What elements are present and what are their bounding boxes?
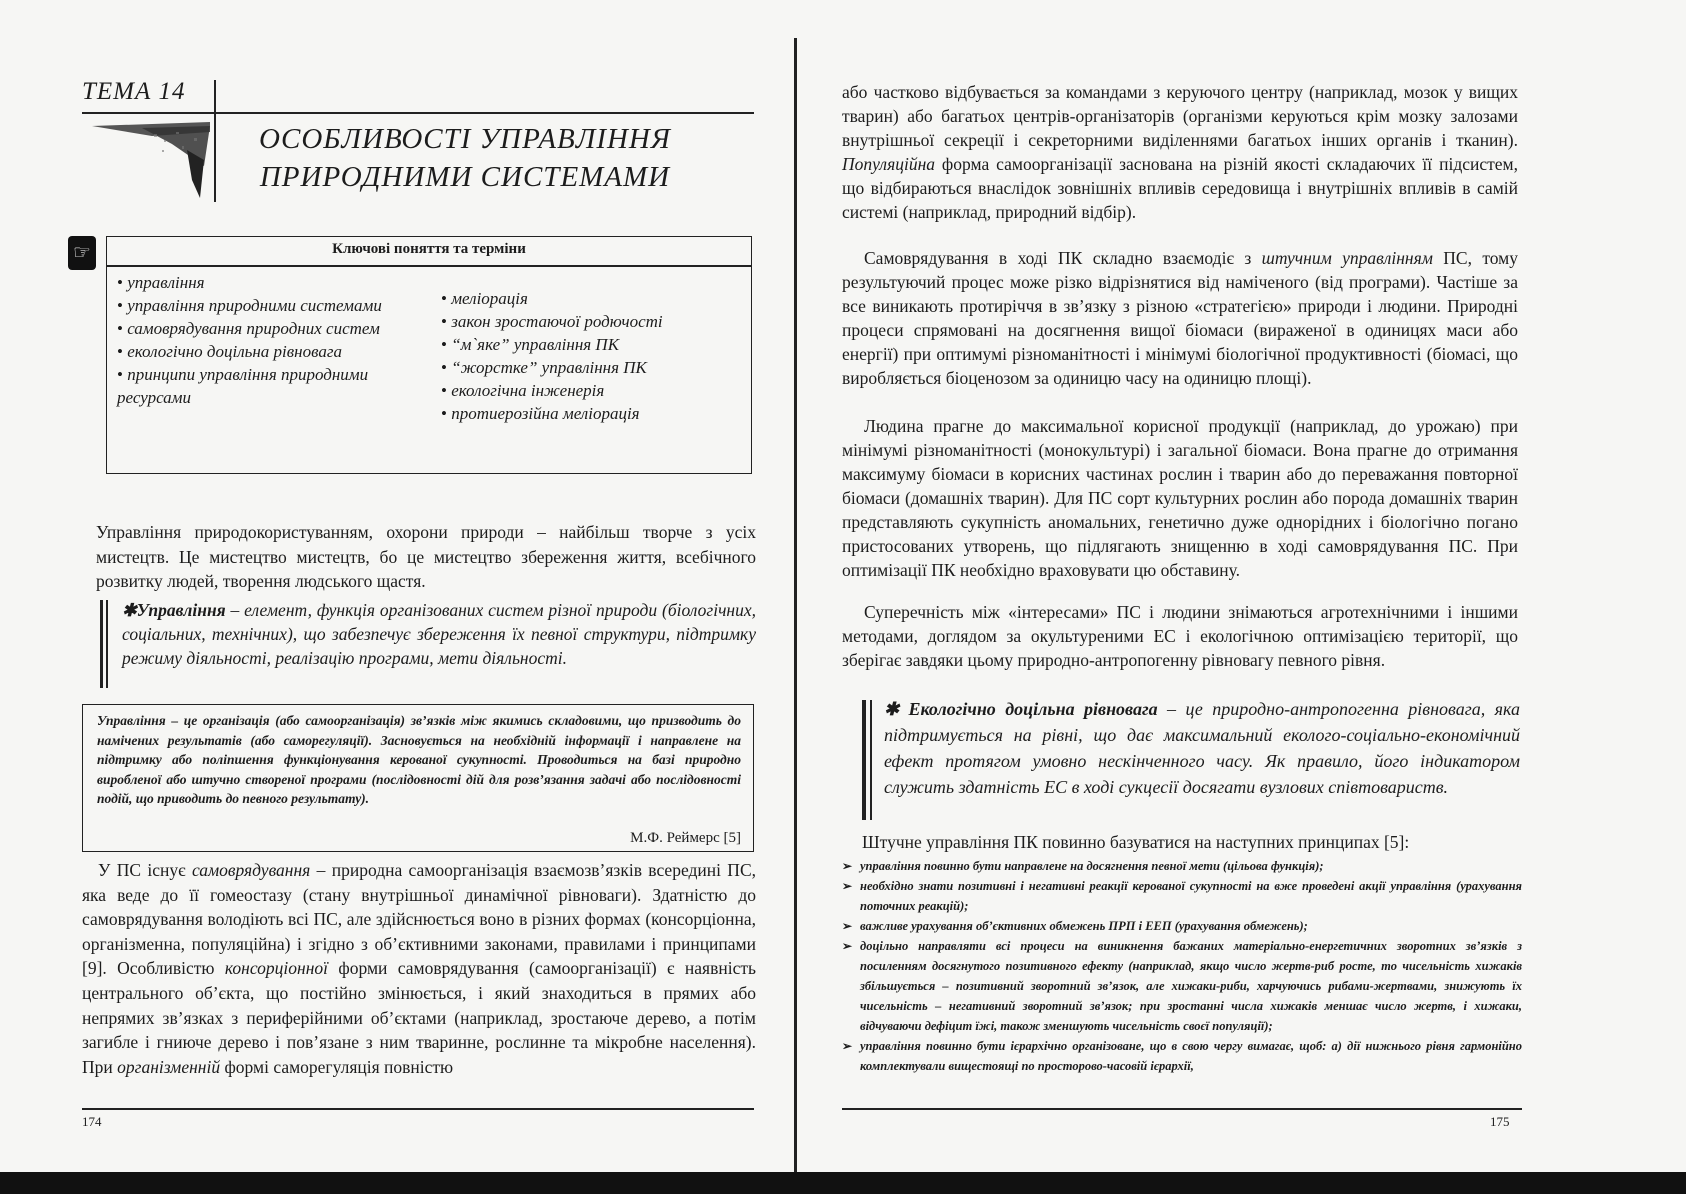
principle-item: ➢ важливе урахування об’єктивних обмежень ПРП і ЕЕП (урахування обмежень);	[842, 916, 1522, 936]
key-terms-column-1	[117, 271, 407, 409]
definition-body: – це природно-антропогенна рівновага, яка підтримується на рівні, що дає максимальний еколого-соціально-економічний ефект протягом умовно нескінченного часу. Як правило, його індикатором служить здатність ЕС в ході сукцесії досягати вузлових співтовариств.	[884, 699, 1520, 797]
key-term: • управління	[117, 271, 407, 294]
key-terms-rule	[107, 265, 751, 267]
definition-term: ✱Управління	[122, 600, 226, 620]
definition-bar	[870, 700, 872, 820]
quote-author: М.Ф. Реймерс [5]	[630, 830, 741, 846]
key-term: • управління природними системами	[117, 294, 407, 317]
emphasis: самоврядування	[191, 860, 311, 880]
key-terms-column-2	[441, 287, 741, 425]
text-run: формі саморегуляція повністю	[220, 1056, 454, 1077]
definition-bar	[106, 600, 108, 688]
key-term: • “м`яке” управління ПК	[441, 333, 741, 356]
paragraph: Людина прагне до максимальної корисної продукції (наприклад, до урожаю) при мінімумі різноманітності (монокультурі) і загальної біомаси. Вона прагне до отримання максимуму біомаси в корисних частинах рослин і тварин або до переважання повторної біомаси (домашніх тварин). Для ПС сорт культурних рослин або порода домашніх тварин представляють сукупність аномальних, генетично дуже однорідних і біологічно погано пристосованих утворень, що підлягають знищенню в ході самоврядування ПС. При оптимізації ПК необхідно враховувати цю обставину.	[842, 416, 1518, 580]
key-terms-box	[106, 236, 752, 474]
key-term: • меліорація	[441, 287, 741, 310]
definition-bar	[100, 600, 103, 688]
definition-text	[122, 598, 756, 670]
emphasis: штучним управлінням	[1261, 248, 1433, 268]
text-run: ПС, тому результуючий процес може різко відрізнятися від наміченого (від програми). Частіше за все виникають протиріччя в зв’язку з різною «стратегією» природи і людини. Природні процеси спрямовані на досягнення вищої біомаси (вираженої в одиницях маси або енергії) при оптимумі різноманітності і мінімумі біологічної продуктивності (біомасі, що виробляється біоценозом за одиницю часу на одиницю площі).	[842, 248, 1519, 388]
paragraph	[842, 80, 1518, 224]
intro-paragraph: Управління природокористуванням, охорони природи – найбільш творче з усіх мистецтв. Це мистецтво мистецтв, бо це мистецтво збереження життя, всебічного розвитку людей, творення людського щастя.	[96, 522, 756, 591]
key-term: • протиерозійна меліорація	[441, 402, 741, 425]
emphasis: консорціонної	[224, 958, 328, 979]
definition-text	[884, 696, 1520, 800]
chapter-title-line-2: ПРИРОДНИМИ СИСТЕМАМИ	[259, 161, 671, 193]
topic-number: ТЕМА 14	[82, 78, 186, 105]
text-run: У ПС існує	[98, 860, 192, 880]
key-terms-title: Ключові поняття та терміни	[332, 241, 526, 257]
footer-rule	[842, 1108, 1522, 1110]
footer-rule	[82, 1108, 754, 1110]
chapter-title	[230, 120, 760, 196]
emphasis: організменній	[117, 1056, 221, 1077]
text-run: форма самоорганізації заснована на різній якості складаючих її підсистем, що відбираються внаслідок зовнішніх впливів середовища і внутрішніх впливів в самій системі (наприклад, природний відбір).	[842, 154, 1518, 222]
right-page	[800, 0, 1686, 1170]
definition-block	[862, 696, 1522, 826]
left-page	[0, 0, 792, 1170]
text-run: – природна самоорганізація взаємозв’язків всередині ПС, яка веде до її гомеостазу (стану внутрішньої динамічної рівноваги). Здатністю до самоврядування володіють всі ПС, але здійснюється воно в різних формах (консорціонна, організменна, популяційна) і згідно з об’єктивними законами, правилами і принципами [9]. Особливістю	[82, 860, 756, 979]
principles-list	[842, 856, 1522, 1076]
definition-bar	[862, 700, 866, 820]
page-number: 174	[82, 1114, 102, 1129]
key-term: • “жорстке” управління ПК	[441, 356, 741, 379]
key-term: • екологічно доцільна рівновага	[117, 340, 407, 363]
pointing-hand-icon: ☞	[68, 236, 96, 270]
definition-block	[100, 598, 756, 690]
emphasis: Популяційна	[842, 154, 935, 174]
definition-body: – елемент, функція організованих систем різної природи (біологічних, соціальних, технічних), що забезпечує збереження їх певної структури, підтримку режиму діяльності, реалізацію програми, мети діяльності.	[122, 600, 756, 668]
key-term: • принципи управління природними ресурсами	[117, 363, 407, 409]
page-number: 175	[1490, 1114, 1510, 1129]
definition-term: ✱ Екологічно доцільна рівновага	[884, 699, 1158, 719]
header-divider	[214, 80, 216, 202]
scan-edge	[0, 1172, 1686, 1194]
key-term: • самоврядування природних систем	[117, 317, 407, 340]
text-run: або частково відбувається за командами з керуючого центру (наприклад, мозок у вищих тварин) або багатьох центрів-організаторів (організми керуються крім мозку залозами внутрішньої секреції і секреторними виділеннями багатьох інших органів і тканин).	[842, 82, 1518, 150]
key-term: • закон зростаючої родючості	[441, 310, 741, 333]
text-run: форми самоврядування (самоорганізації) є наявність центрального об’єкта, що постійно змінюється, і який знаходиться в прямих або непрямих зв’язках з периферійними об’єктами (наприклад, зростаюче дерево, а потім загибле і гниюче дерево і пов’язане з ним тваринне, рослинне та мікробне населення). При	[82, 958, 756, 1077]
principle-item: ➢ доцільно направляти всі процеси на виникнення бажаних матеріально-енергетичних зворотних зв’язків з посиленням досягнутого позитивного ефекту (наприклад, якщо число жертв-риб росте, то чисельність хижаків збільшується – позитивний зворотний зв’язок, але хижаки-риби, харчуючись рибами-жертвами, знижують їх чисельність – негативний зворотний зв’язок; при зростанні числа хижаків меншає число жертв, і хижаки, відчуваючи дефіцит їжі, також зменшують чисельність своєї популяції);	[842, 936, 1522, 1036]
principles-intro: Штучне управління ПК повинно базуватися на наступних принципах [5]:	[862, 832, 1410, 852]
principle-item: ➢ управління повинно бути ієрархічно організоване, що в свою чергу вимагає, щоб: а) дії нижнього рівня гармонійно комплектували вищестоящі по просторово-часовій ієрархії,	[842, 1036, 1522, 1076]
paragraph: Суперечність між «інтересами» ПС і людини знімаються агротехнічними і іншими методами, доглядом за окультуреними ЕС і екологічною оптимізацією території, що зберігає завдяки цьому природно-антропогенну рівновагу певного рівня.	[842, 602, 1518, 670]
paragraph	[842, 246, 1518, 390]
key-term: • екологічна інженерія	[441, 379, 741, 402]
principle-item: ➢ управління повинно бути направлене на досягнення певної мети (цільова функція);	[842, 856, 1522, 876]
header-rule	[82, 112, 754, 114]
text-run: Самоврядування в ході ПК складно взаємодіє з	[864, 248, 1262, 268]
book-gutter	[794, 38, 797, 1178]
self-governance-paragraph	[82, 858, 756, 1079]
decorative-texture-icon	[92, 120, 210, 200]
principle-item: ➢ необхідно знати позитивні і негативні реакції керованої сукупності на вже проведені акції управління (урахування поточних реакцій);	[842, 876, 1522, 916]
quote-text: Управління – це організація (або самоорганізація) зв’язків між якимись складовими, що призводить до намічених результатів (або саморегуляції). Засновується на необхідній інформації і направлене на підтримку або поліпшення функціонування керованої сукупності. Проводиться на базі природно виробленої або штучно створеної програми (послідовності дій для розв’язання задачі або послідовності подій, що приводить до певного результату).	[97, 713, 741, 807]
quote-box	[82, 704, 754, 852]
chapter-title-line-1: ОСОБЛИВОСТІ УПРАВЛІННЯ	[259, 123, 671, 155]
